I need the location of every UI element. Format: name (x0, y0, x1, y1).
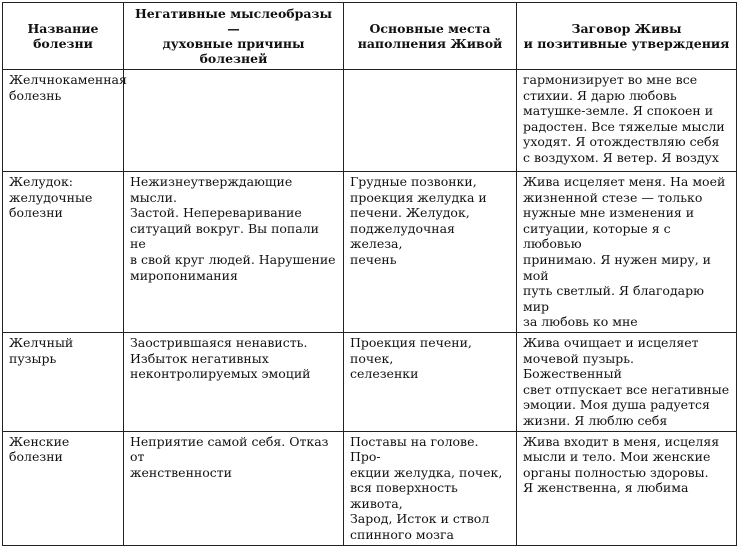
cell-causes (124, 70, 344, 172)
cell-disease-text: Женские болезни (9, 433, 70, 465)
cell-disease (3, 70, 127, 172)
header-disease-name (3, 3, 124, 70)
cell-causes-text: Нежизнеутверждающие мысли. Застой. Непереваривание ситуаций вокруг. Вы попали не в свой круг людей. Нарушение миропонимания (130, 174, 336, 283)
cell-places (344, 431, 517, 545)
cell-affirmation-text: Жива входит в меня, исцеляя мысли и тело. Мои женские органы полностью здоровы. Я женственна, я любима (523, 433, 720, 496)
cell-places (344, 172, 517, 333)
table-header-row (3, 3, 737, 70)
cell-causes (124, 431, 344, 545)
cell-places-text: Грудные позвонки, проекция желудка и печени. Желудок, поджелудочная железа, печень (350, 174, 487, 267)
cell-disease-text: Желчный пузырь (9, 334, 74, 366)
cell-disease-text: Желчнокаменная болезнь (9, 72, 127, 103)
header-negative-thoughts-text: Негативные мыслеобразы — духовные причины болезней (135, 6, 332, 66)
header-zhiva-places (344, 3, 517, 70)
header-affirmations (517, 3, 737, 70)
cell-causes (124, 172, 344, 333)
cell-disease (3, 332, 124, 431)
cell-disease (3, 431, 124, 545)
header-zhiva-places-text: Основные места наполнения Живой (357, 21, 503, 51)
header-negative-thoughts (124, 3, 344, 70)
table-row (3, 70, 737, 172)
remedies-table (2, 2, 737, 546)
cell-affirmation-text: гармонизирует во мне все стихии. Я дарю любовь матушке-земле. Я спокоен и радостен. Все тяжелые мысли уходят. Я отождествляю себя с воздухом. Я ветер. Я воздух (523, 72, 725, 165)
cell-places (344, 70, 517, 172)
cell-affirmation (517, 70, 737, 172)
header-disease-name-text: Название болезни (27, 21, 99, 51)
cell-affirmation-text: Жива очищает и исцеляет мочевой пузырь. Божественный свет отпускает все негативные эмоции. Моя душа радуется жизни. Я люблю себя (523, 334, 730, 428)
cell-affirmation (517, 431, 737, 545)
cell-disease (3, 172, 124, 333)
cell-causes (124, 332, 344, 431)
table-row (3, 431, 737, 545)
table-row (3, 172, 737, 333)
cell-causes-text: Заострившаяся ненависть. Избыток негативных неконтролируемых эмоций (130, 334, 311, 382)
cell-causes-text: Неприятие самой себя. Отказ от женственности (130, 433, 329, 480)
cell-affirmation-text: Жива исцеляет меня. На моей жизненной стезе — только нужные мне изменения и ситуации, которые я с любовью принимаю. Я нужен миру, и мой путь светлый. Я благодарю мир за любовь ко мне (523, 174, 726, 330)
table-row (3, 332, 737, 431)
cell-disease-text: Желудок: желудочные болезни (9, 174, 93, 221)
cell-affirmation (517, 172, 737, 333)
cell-affirmation (517, 332, 737, 431)
header-affirmations-text: Заговор Живы и позитивные утверждения (523, 21, 730, 51)
cell-places-text: Проекция печени, почек, селезенки (350, 334, 472, 382)
cell-places-text: Поставы на голове. Про- екции желудка, почек, вся поверхность живота, Зарод, Исток и ствол спинного мозга (350, 433, 503, 543)
cell-places (344, 332, 517, 431)
